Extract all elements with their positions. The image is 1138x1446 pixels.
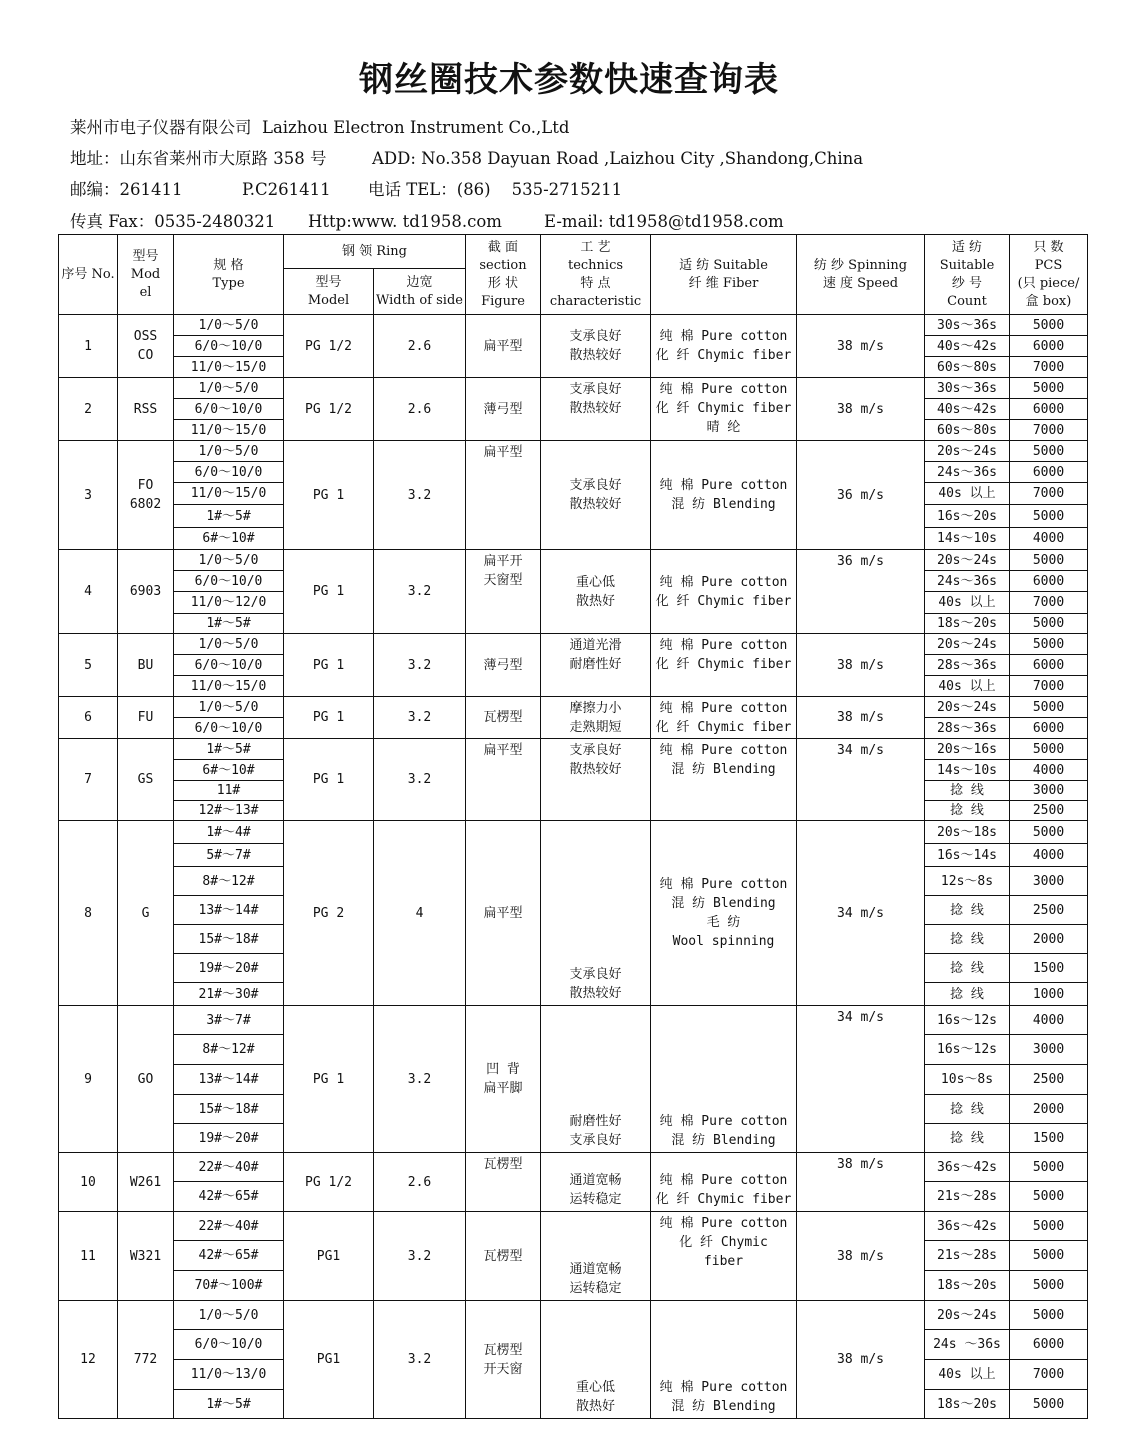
ring-model-cell: PG 1/2: [284, 1153, 374, 1212]
count-cell: 14s～10s: [925, 528, 1010, 550]
technics-cell: 通道宽畅 运转稳定: [541, 1153, 651, 1212]
model-cell: W321: [118, 1212, 174, 1301]
count-cell: 36s～42s: [925, 1153, 1010, 1182]
ring-model-cell: PG 1: [284, 441, 374, 550]
type-cell: 11/0～15/0: [174, 483, 284, 505]
pcs-cell: 5000: [1010, 315, 1088, 336]
model-cell: G: [118, 821, 174, 1006]
model-cell: 772: [118, 1301, 174, 1419]
pcs-cell: 6000: [1010, 718, 1088, 739]
table-row: [59, 441, 1088, 462]
type-cell: 6/0～10/0: [174, 655, 284, 676]
type-cell: 11#: [174, 781, 284, 801]
fiber-cell: 纯 棉 Pure cotton 混 纺 Blending: [651, 739, 797, 821]
technics-cell: 支承良好 散热较好: [541, 378, 651, 441]
count-cell: 21s～28s: [925, 1182, 1010, 1212]
type-cell: 8#～12#: [174, 867, 284, 896]
count-cell: 40s 以上: [925, 483, 1010, 505]
table-row: [59, 1153, 1088, 1182]
speed-cell: 38 m/s: [797, 378, 925, 441]
fiber-cell: 纯 棉 Pure cotton 化 纤 Chymic fiber: [651, 1153, 797, 1212]
type-cell: 1/0～5/0: [174, 550, 284, 571]
type-cell: 1#～5#: [174, 505, 284, 528]
type-cell: 13#～14#: [174, 896, 284, 925]
table-row: [59, 378, 1088, 399]
count-cell: 24s～36s: [925, 462, 1010, 483]
row-number: 3: [59, 441, 118, 550]
fiber-cell: 纯 棉 Pure cotton 化 纤 Chymic fiber 晴 纶: [651, 378, 797, 441]
technics-cell: 支承良好 散热较好: [541, 315, 651, 378]
type-cell: 11/0～15/0: [174, 420, 284, 441]
type-cell: 1/0～5/0: [174, 697, 284, 718]
pcs-cell: 5000: [1010, 1301, 1088, 1330]
count-cell: 36s～42s: [925, 1212, 1010, 1241]
count-cell: 捻 线: [925, 781, 1010, 801]
count-cell: 16s～14s: [925, 844, 1010, 867]
fiber-cell: 纯 棉 Pure cotton 化 纤 Chymic fiber: [651, 634, 797, 697]
technics-cell: 支承良好 散热较好: [541, 739, 651, 821]
pcs-cell: 7000: [1010, 420, 1088, 441]
row-number: 11: [59, 1212, 118, 1301]
header-no: 序号 No.: [59, 235, 118, 315]
type-cell: 6/0～10/0: [174, 462, 284, 483]
row-number: 12: [59, 1301, 118, 1419]
model-cell: GO: [118, 1006, 174, 1153]
figure-cell: 瓦楞型: [466, 1212, 541, 1301]
figure-cell: 瓦楞型: [466, 1153, 541, 1212]
type-cell: 6#～10#: [174, 760, 284, 781]
pcs-cell: 7000: [1010, 676, 1088, 697]
type-cell: 1#～5#: [174, 739, 284, 760]
fiber-cell: 纯 棉 Pure cotton 混 纺 Blending 毛 纺 Wool spinning: [651, 821, 797, 1006]
figure-cell: 扁平型: [466, 315, 541, 378]
count-cell: 40s～42s: [925, 399, 1010, 420]
model-cell: BU: [118, 634, 174, 697]
type-cell: 22#～40#: [174, 1153, 284, 1182]
type-cell: 19#～20#: [174, 1124, 284, 1153]
type-cell: 11/0～15/0: [174, 676, 284, 697]
technics-cell: 支承良好 散热较好: [541, 821, 651, 1006]
ring-width-cell: 3.2: [374, 441, 466, 550]
header-fiber: 适 纺 Suitable 纤 维 Fiber: [651, 235, 797, 315]
fax: 传真 Fax：0535-2480321: [70, 212, 276, 231]
speed-cell: 38 m/s: [797, 1301, 925, 1419]
technics-cell: 通道宽畅 运转稳定: [541, 1212, 651, 1301]
count-cell: 60s～80s: [925, 420, 1010, 441]
model-cell: W261: [118, 1153, 174, 1212]
pcs-cell: 2500: [1010, 1065, 1088, 1095]
fiber-cell: 纯 棉 Pure cotton 混 纺 Blending: [651, 441, 797, 550]
pcs-cell: 6000: [1010, 462, 1088, 483]
pcs-cell: 1500: [1010, 954, 1088, 983]
figure-cell: 凹 背 扁平脚: [466, 1006, 541, 1153]
figure-cell: 扁平型: [466, 739, 541, 821]
speed-cell: 38 m/s: [797, 1212, 925, 1301]
pcs-cell: 5000: [1010, 378, 1088, 399]
email: E-mail: td1958@td1958.com: [544, 212, 784, 231]
model-cell: GS: [118, 739, 174, 821]
model-cell: FO 6802: [118, 441, 174, 550]
count-cell: 20s～24s: [925, 441, 1010, 462]
type-cell: 1#～5#: [174, 614, 284, 634]
count-cell: 20s～16s: [925, 739, 1010, 760]
speed-cell: 38 m/s: [797, 697, 925, 739]
pcs-cell: 6000: [1010, 399, 1088, 420]
header-ring: 钢 领 Ring: [284, 235, 466, 269]
pcs-cell: 6000: [1010, 336, 1088, 357]
row-number: 8: [59, 821, 118, 1006]
pcs-cell: 5000: [1010, 634, 1088, 655]
pcs-cell: 5000: [1010, 1241, 1088, 1271]
spec-table: [58, 234, 1088, 1419]
header-section: 截 面 section 形 状 Figure: [466, 235, 541, 315]
header-pcs: 只 数 PCS (只 piece/ 盒 box): [1010, 235, 1088, 315]
count-cell: 18s～20s: [925, 1390, 1010, 1419]
row-number: 5: [59, 634, 118, 697]
count-cell: 14s～10s: [925, 760, 1010, 781]
pcs-cell: 5000: [1010, 441, 1088, 462]
postcode-en: P.C261411: [242, 180, 331, 199]
type-cell: 1/0～5/0: [174, 378, 284, 399]
ring-model-cell: PG1: [284, 1212, 374, 1301]
count-cell: 16s～12s: [925, 1035, 1010, 1065]
type-cell: 12#～13#: [174, 801, 284, 821]
type-cell: 5#～7#: [174, 844, 284, 867]
address-en: ADD: No.358 Dayuan Road ,Laizhou City ,Shandong,China: [372, 149, 864, 168]
type-cell: 42#～65#: [174, 1182, 284, 1212]
header-count: 适 纺 Suitable 纱 号 Count: [925, 235, 1010, 315]
table-row: [59, 315, 1088, 336]
pcs-cell: 7000: [1010, 592, 1088, 614]
ring-model-cell: PG 1: [284, 634, 374, 697]
row-number: 2: [59, 378, 118, 441]
pcs-cell: 6000: [1010, 655, 1088, 676]
address-line: [70, 145, 863, 169]
ring-model-cell: PG 1: [284, 1006, 374, 1153]
type-cell: 11/0～15/0: [174, 357, 284, 378]
type-cell: 1/0～5/0: [174, 634, 284, 655]
model-cell: FU: [118, 697, 174, 739]
row-number: 10: [59, 1153, 118, 1212]
pcs-cell: 7000: [1010, 483, 1088, 505]
type-cell: 6/0～10/0: [174, 336, 284, 357]
type-cell: 6/0～10/0: [174, 399, 284, 420]
ring-width-cell: 2.6: [374, 315, 466, 378]
count-cell: 24s～36s: [925, 571, 1010, 592]
pcs-cell: 5000: [1010, 505, 1088, 528]
pcs-cell: 2000: [1010, 1095, 1088, 1124]
ring-width-cell: 2.6: [374, 378, 466, 441]
pcs-cell: 3000: [1010, 781, 1088, 801]
type-cell: 21#～30#: [174, 983, 284, 1006]
table-row: [59, 821, 1088, 844]
postcode-line: [70, 176, 622, 200]
header-ring-model: 型号 Model: [284, 269, 374, 315]
pcs-cell: 5000: [1010, 614, 1088, 634]
count-cell: 捻 线: [925, 896, 1010, 925]
type-cell: 6/0～10/0: [174, 718, 284, 739]
pcs-cell: 1000: [1010, 983, 1088, 1006]
technics-cell: 重心低 散热好: [541, 550, 651, 634]
pcs-cell: 5000: [1010, 739, 1088, 760]
fiber-cell: 纯 棉 Pure cotton 化 纤 Chymic fiber: [651, 697, 797, 739]
header-model: 型号 Mod el: [118, 235, 174, 315]
count-cell: 10s～8s: [925, 1065, 1010, 1095]
pcs-cell: 3000: [1010, 1035, 1088, 1065]
ring-model-cell: PG1: [284, 1301, 374, 1419]
table-row: [59, 739, 1088, 760]
fiber-cell: 纯 棉 Pure cotton 化 纤 Chymic fiber: [651, 315, 797, 378]
type-cell: 1/0～5/0: [174, 1301, 284, 1330]
count-cell: 20s～24s: [925, 634, 1010, 655]
pcs-cell: 6000: [1010, 571, 1088, 592]
count-cell: 20s～24s: [925, 550, 1010, 571]
type-cell: 15#～18#: [174, 925, 284, 954]
type-cell: 22#～40#: [174, 1212, 284, 1241]
pcs-cell: 7000: [1010, 357, 1088, 378]
count-cell: 30s～36s: [925, 378, 1010, 399]
table-row: [59, 1212, 1088, 1241]
technics-cell: 摩擦力小 走熟期短: [541, 697, 651, 739]
count-cell: 18s～20s: [925, 614, 1010, 634]
header-type: 规 格 Type: [174, 235, 284, 315]
type-cell: 1#～5#: [174, 1390, 284, 1419]
ring-width-cell: 2.6: [374, 1153, 466, 1212]
figure-cell: 扁平型: [466, 441, 541, 550]
count-cell: 20s～24s: [925, 697, 1010, 718]
pcs-cell: 5000: [1010, 1182, 1088, 1212]
count-cell: 40s 以上: [925, 592, 1010, 614]
count-cell: 18s～20s: [925, 1271, 1010, 1301]
pcs-cell: 2500: [1010, 896, 1088, 925]
pcs-cell: 5000: [1010, 1390, 1088, 1419]
pcs-cell: 5000: [1010, 550, 1088, 571]
website: Http:www. td1958.com: [308, 212, 502, 231]
ring-model-cell: PG 1: [284, 550, 374, 634]
telephone: 电话 TEL：(86) 535-2715211: [368, 180, 623, 199]
ring-width-cell: 4: [374, 821, 466, 1006]
count-cell: 40s～42s: [925, 336, 1010, 357]
count-cell: 捻 线: [925, 801, 1010, 821]
type-cell: 3#～7#: [174, 1006, 284, 1035]
header-speed: 纺 纱 Spinning 速 度 Speed: [797, 235, 925, 315]
pcs-cell: 4000: [1010, 844, 1088, 867]
ring-width-cell: 3.2: [374, 550, 466, 634]
type-cell: 6/0～10/0: [174, 571, 284, 592]
ring-width-cell: 3.2: [374, 1006, 466, 1153]
type-cell: 11/0～13/0: [174, 1360, 284, 1390]
count-cell: 20s～24s: [925, 1301, 1010, 1330]
technics-cell: 耐磨性好 支承良好: [541, 1006, 651, 1153]
type-cell: 42#～65#: [174, 1241, 284, 1271]
pcs-cell: 7000: [1010, 1360, 1088, 1390]
type-cell: 1/0～5/0: [174, 315, 284, 336]
address-cn: 地址：山东省莱州市大原路 358 号: [70, 149, 327, 168]
count-cell: 20s～18s: [925, 821, 1010, 844]
speed-cell: 38 m/s: [797, 1153, 925, 1212]
count-cell: 16s～12s: [925, 1006, 1010, 1035]
pcs-cell: 4000: [1010, 760, 1088, 781]
speed-cell: 34 m/s: [797, 1006, 925, 1153]
model-cell: 6903: [118, 550, 174, 634]
type-cell: 70#～100#: [174, 1271, 284, 1301]
page-title: 钢丝圈技术参数快速查询表: [359, 60, 779, 100]
ring-width-cell: 3.2: [374, 1301, 466, 1419]
pcs-cell: 1500: [1010, 1124, 1088, 1153]
speed-cell: 36 m/s: [797, 441, 925, 550]
pcs-cell: 6000: [1010, 1330, 1088, 1360]
type-cell: 15#～18#: [174, 1095, 284, 1124]
table-row: [59, 1301, 1088, 1330]
count-cell: 捻 线: [925, 983, 1010, 1006]
count-cell: 捻 线: [925, 925, 1010, 954]
ring-width-cell: 3.2: [374, 739, 466, 821]
pcs-cell: 4000: [1010, 1006, 1088, 1035]
row-number: 6: [59, 697, 118, 739]
ring-width-cell: 3.2: [374, 1212, 466, 1301]
table-row: [59, 697, 1088, 718]
count-cell: 28s～36s: [925, 718, 1010, 739]
header-technics: 工 艺 technics 特 点 characteristic: [541, 235, 651, 315]
count-cell: 12s～8s: [925, 867, 1010, 896]
count-cell: 30s～36s: [925, 315, 1010, 336]
postcode-cn: 邮编：261411: [70, 180, 183, 199]
count-cell: 40s 以上: [925, 1360, 1010, 1390]
model-cell: RSS: [118, 378, 174, 441]
count-cell: 21s～28s: [925, 1241, 1010, 1271]
count-cell: 28s～36s: [925, 655, 1010, 676]
pcs-cell: 5000: [1010, 1271, 1088, 1301]
table-row: [59, 550, 1088, 571]
speed-cell: 38 m/s: [797, 315, 925, 378]
pcs-cell: 3000: [1010, 867, 1088, 896]
speed-cell: 34 m/s: [797, 821, 925, 1006]
type-cell: 1#～4#: [174, 821, 284, 844]
ring-model-cell: PG 1/2: [284, 315, 374, 378]
figure-cell: 扁平型: [466, 821, 541, 1006]
row-number: 4: [59, 550, 118, 634]
count-cell: 60s～80s: [925, 357, 1010, 378]
ring-model-cell: PG 1: [284, 697, 374, 739]
figure-cell: 薄弓型: [466, 378, 541, 441]
type-cell: 6/0～10/0: [174, 1330, 284, 1360]
figure-cell: 瓦楞型: [466, 697, 541, 739]
type-cell: 8#～12#: [174, 1035, 284, 1065]
type-cell: 6#～10#: [174, 528, 284, 550]
count-cell: 40s 以上: [925, 676, 1010, 697]
technics-cell: 通道光滑 耐磨性好: [541, 634, 651, 697]
fiber-cell: 纯 棉 Pure cotton 混 纺 Blending: [651, 1006, 797, 1153]
speed-cell: 38 m/s: [797, 634, 925, 697]
ring-model-cell: PG 2: [284, 821, 374, 1006]
table-row: [59, 634, 1088, 655]
type-cell: 19#～20#: [174, 954, 284, 983]
ring-model-cell: PG 1/2: [284, 378, 374, 441]
count-cell: 捻 线: [925, 1095, 1010, 1124]
contact-line: [70, 208, 784, 232]
row-number: 1: [59, 315, 118, 378]
company-name: 莱州市电子仪器有限公司 Laizhou Electron Instrument Co.,Ltd: [70, 118, 570, 137]
count-cell: 捻 线: [925, 954, 1010, 983]
count-cell: 捻 线: [925, 1124, 1010, 1153]
header-ring-width: 边宽 Width of side: [374, 269, 466, 315]
figure-cell: 瓦楞型 开天窗: [466, 1301, 541, 1419]
pcs-cell: 4000: [1010, 528, 1088, 550]
technics-cell: 重心低 散热好: [541, 1301, 651, 1419]
figure-cell: 扁平开 天窗型: [466, 550, 541, 634]
fiber-cell: 纯 棉 Pure cotton 混 纺 Blending: [651, 1301, 797, 1419]
pcs-cell: 5000: [1010, 1212, 1088, 1241]
speed-cell: 36 m/s: [797, 550, 925, 634]
fiber-cell: 纯 棉 Pure cotton 化 纤 Chymic fiber: [651, 550, 797, 634]
type-cell: 1/0～5/0: [174, 441, 284, 462]
count-cell: 16s～20s: [925, 505, 1010, 528]
pcs-cell: 5000: [1010, 1153, 1088, 1182]
pcs-cell: 5000: [1010, 821, 1088, 844]
row-number: 9: [59, 1006, 118, 1153]
pcs-cell: 2000: [1010, 925, 1088, 954]
type-cell: 11/0～12/0: [174, 592, 284, 614]
pcs-cell: 2500: [1010, 801, 1088, 821]
technics-cell: 支承良好 散热较好: [541, 441, 651, 550]
count-cell: 24s ～36s: [925, 1330, 1010, 1360]
model-cell: OSS CO: [118, 315, 174, 378]
speed-cell: 34 m/s: [797, 739, 925, 821]
ring-model-cell: PG 1: [284, 739, 374, 821]
figure-cell: 薄弓型: [466, 634, 541, 697]
fiber-cell: 纯 棉 Pure cotton 化 纤 Chymic fiber: [651, 1212, 797, 1301]
table-row: [59, 1006, 1088, 1035]
row-number: 7: [59, 739, 118, 821]
type-cell: 13#～14#: [174, 1065, 284, 1095]
ring-width-cell: 3.2: [374, 697, 466, 739]
pcs-cell: 5000: [1010, 697, 1088, 718]
ring-width-cell: 3.2: [374, 634, 466, 697]
